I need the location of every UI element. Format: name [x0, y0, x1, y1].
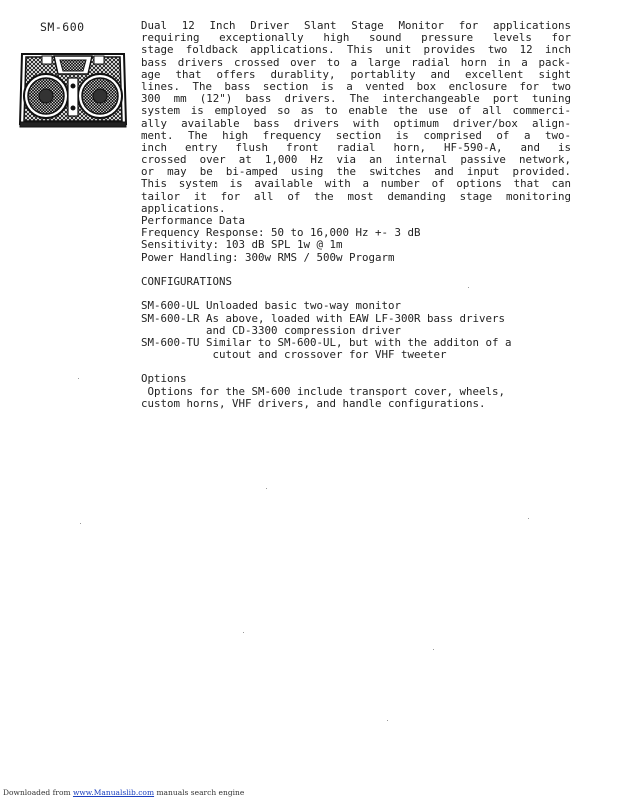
- configurations-heading: CONFIGURATIONS: [141, 275, 233, 288]
- description-line: applications.: [141, 202, 226, 215]
- description-line: 300 mm (12") bass drivers. The interchangeable port tuning: [141, 93, 571, 106]
- performance-data: [141, 227, 571, 264]
- options-line: custom horns, VHF drivers, and handle configurations.: [141, 397, 486, 410]
- content-column: [141, 20, 571, 410]
- description-line: crossed over at 1,000 Hz via an internal passive network,: [141, 154, 571, 167]
- description-line: tailor it for all of the most demanding stage monitoring: [141, 190, 571, 203]
- footer-prefix: Downloaded from: [3, 788, 73, 797]
- configuration-line: cutout and crossover for VHF tweeter: [141, 349, 447, 362]
- performance-line: Frequency Response: 50 to 16,000 Hz +- 3 dB: [141, 227, 421, 240]
- performance-line: Power Handling: 300w RMS / 500w Progarm: [141, 251, 395, 264]
- description-paragraph: [141, 20, 571, 215]
- manualslib-link[interactable]: www.Manualslib.com: [72, 788, 155, 797]
- description-line: or may be bi-amped using the switches and input provided.: [141, 166, 571, 179]
- description-line: requiring exceptionally high sound pressure levels for: [141, 32, 571, 45]
- performance-line: Sensitivity: 103 dB SPL 1w @ 1m: [141, 239, 343, 252]
- configuration-line: SM-600-UL Unloaded basic two-way monitor: [141, 300, 402, 313]
- model-label: SM-600: [40, 20, 85, 34]
- description-line: Dual 12 Inch Driver Slant Stage Monitor for applications: [141, 20, 571, 32]
- description-line: lines. The bass section is a vented box enclosure for two: [141, 80, 571, 93]
- configuration-line: SM-600-TU Similar to SM-600-UL, but with the additon of a: [141, 336, 512, 349]
- configuration-item: [141, 300, 571, 312]
- footer-suffix: manuals search engine: [154, 788, 245, 797]
- configuration-item: [141, 337, 571, 361]
- description-line: bass drivers crossed over to a large radial horn in a pack-: [141, 56, 571, 69]
- description-line: ment. The high frequency section is comprised of a two-: [141, 129, 571, 142]
- options-heading: Options: [141, 373, 187, 386]
- description-line: age that offers durablity, portablity and excellent sight: [141, 68, 571, 81]
- description-line: system is employed so as to enable the use of all commerci-: [141, 105, 571, 118]
- options-text: [141, 386, 571, 410]
- configuration-item: [141, 313, 571, 337]
- configuration-line: and CD-3300 compression driver: [141, 324, 402, 337]
- configuration-line: SM-600-LR As above, loaded with EAW LF-300R bass drivers: [141, 312, 506, 325]
- performance-heading: Performance Data: [141, 215, 246, 227]
- footer: [3, 788, 244, 797]
- configurations-list: [141, 300, 571, 361]
- description-line: This system is available with a number of options that can: [141, 178, 571, 191]
- options-line: Options for the SM-600 include transport cover, wheels,: [141, 385, 506, 398]
- description-line: inch entry flush front radial horn, HF-590-A, and is: [141, 141, 571, 154]
- stage-monitor-drawing-icon: [18, 44, 128, 128]
- description-line: ally available bass drivers with optimum driver/box align-: [141, 117, 571, 130]
- description-line: stage foldback applications. This unit provides two 12 inch: [141, 44, 571, 57]
